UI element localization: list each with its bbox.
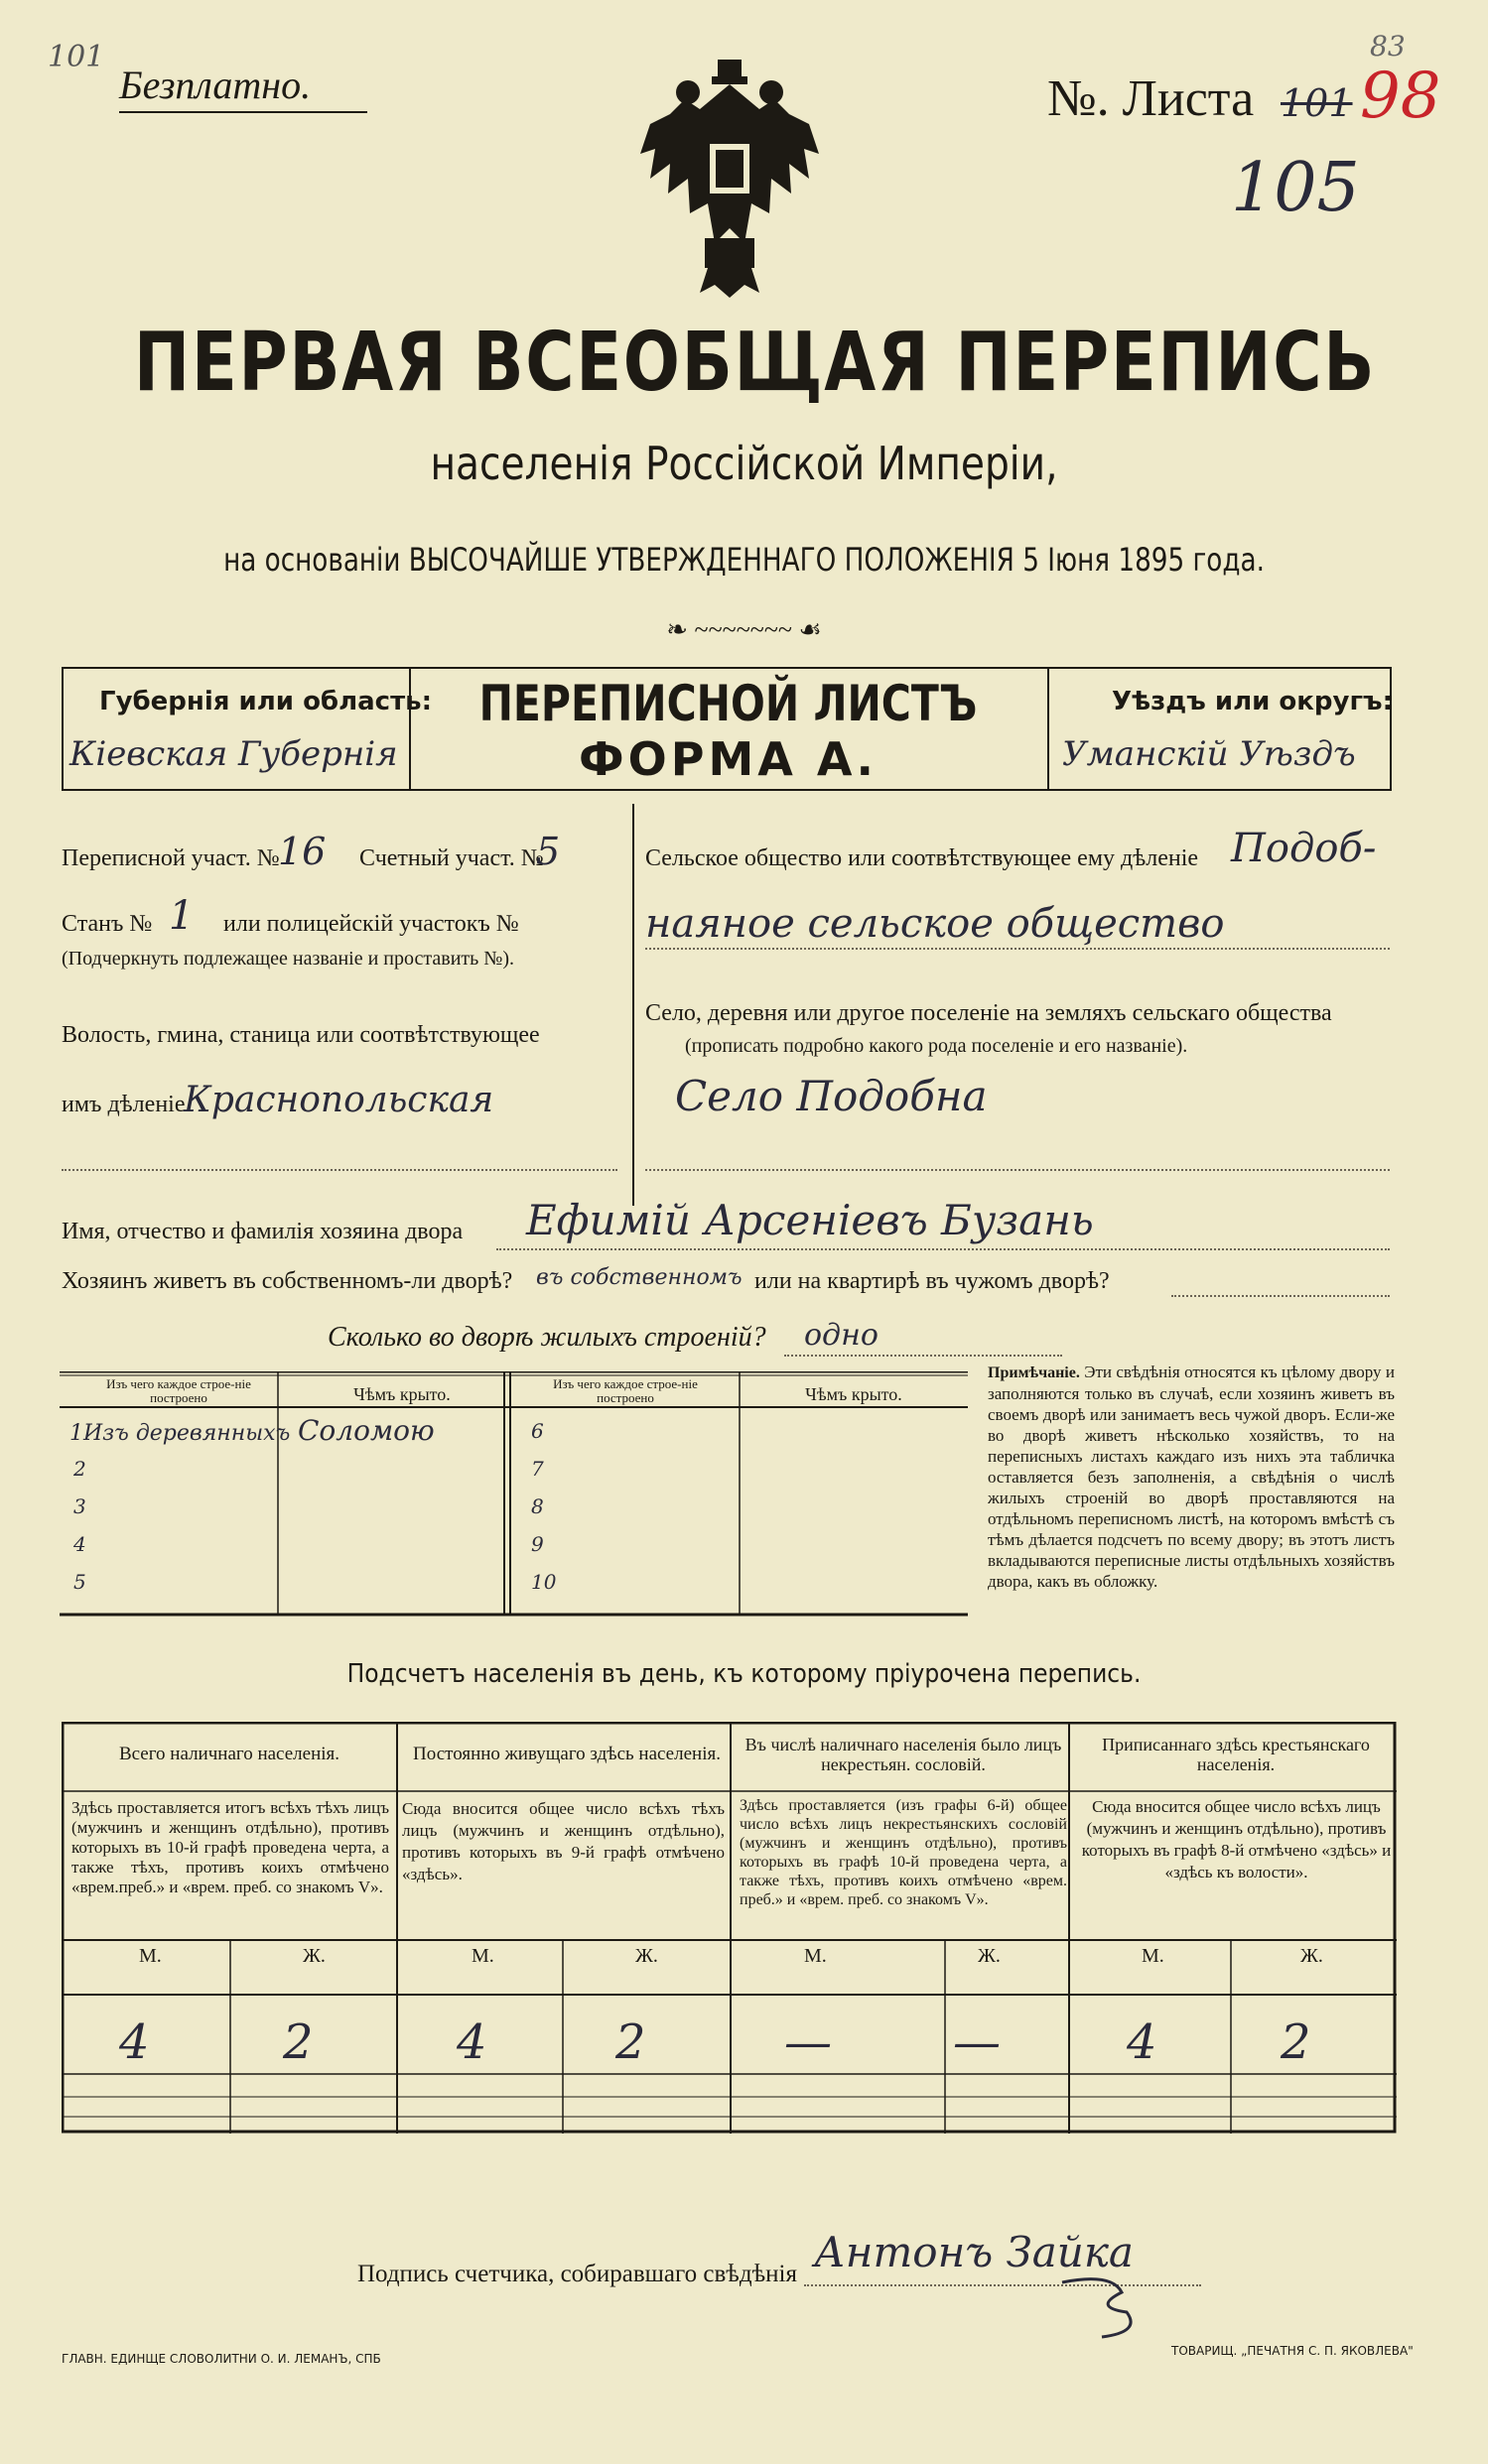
form-title: ПЕРЕПИСНОЙ ЛИСТЪ xyxy=(478,675,978,732)
count-col-desc: Здѣсь проставляется (изъ графы 6-й) общее число всѣхъ лицъ некрестьянскихъ сословій (мужчинъ и женщинъ отдѣльно), противъ которыхъ въ графѣ 10-й проведена черта, а также тѣхъ, противъ коихъ отмѣчено «врем. преб.» и «врем. преб. со знакомъ V». xyxy=(740,1797,1067,1908)
count-col-title: Всего наличнаго населенія. xyxy=(118,1744,340,1764)
ornament: ❧ ~~~~~~~ ☙ xyxy=(666,615,822,644)
building-row-num: 9 xyxy=(531,1532,544,1556)
subtitle-regulation: на основаніи ВЫСОЧАЙШЕ УТВЕРЖДЕННАГО ПОЛОЖЕНІЯ 5 Іюня 1895 года. xyxy=(223,541,1265,579)
sheet-number-crossed: 101 xyxy=(1281,81,1353,125)
building-row-num: 4 xyxy=(73,1532,86,1556)
count-heading: Подсчетъ населенія въ день, къ которому пріурочена перепись. xyxy=(346,1659,1142,1689)
main-title: ПЕРВАЯ ВСЕОБЩАЯ ПЕРЕПИСЬ xyxy=(133,316,1377,410)
count-f-label: Ж. xyxy=(303,1945,326,1967)
buildings-col-material-right: Изъ чего каждое строе-ніе построено xyxy=(553,1376,698,1405)
count-m-label: М. xyxy=(472,1945,494,1967)
stan-note: (Подчеркнуть подлежащее названіе и проставить №). xyxy=(62,948,514,970)
signature-label: Подпись счетчика, собиравшаго свѣдѣнія xyxy=(357,2261,797,2287)
schetny-label: Счетный участ. № xyxy=(359,845,544,871)
buildings-table xyxy=(60,1371,968,1620)
count-col-desc: Сюда вносится общее число всѣхъ тѣхъ лицъ (мужчинъ и женщинъ отдѣльно), противъ которыхъ въ 9-й графѣ отмѣчено «здѣсь». xyxy=(402,1799,725,1883)
count-col-title: Приписаннаго здѣсь крестьянскаго населенія. xyxy=(1102,1735,1370,1774)
volost-label: Волость, гмина, станица или соотвѣтствующее xyxy=(62,1022,540,1048)
volost-value: Краснопольская xyxy=(184,1080,494,1120)
owner-name-value: Ефимій Арсеніевъ Бузань xyxy=(526,1196,1094,1244)
obshchestvo-label: Сельское общество или соотвѣтствующее ему дѣленіе xyxy=(645,845,1199,871)
gubernia-value: Кіевская Губернія xyxy=(69,734,398,774)
buildings-col-roof-right: Чѣмъ крыто. xyxy=(805,1384,902,1404)
stan-value: 1 xyxy=(169,893,195,939)
selo-note: (прописать подробно какого рода поселеніе и его названіе). xyxy=(685,1035,1188,1057)
selo-label: Село, деревня или другое поселеніе на земляхъ сельскаго общества xyxy=(645,1000,1332,1026)
owner-lives-value: въ собственномъ xyxy=(536,1265,743,1290)
sheet-number-handwritten: 105 xyxy=(1231,149,1360,227)
buildings-col-material: Изъ чего каждое строе-ніе построено xyxy=(106,1376,251,1405)
perepisnoy-label: Переписной участ. № xyxy=(62,845,280,871)
schetny-value: 5 xyxy=(536,830,561,873)
count-col-desc: Сюда вносится общее число всѣхъ лицъ (мужчинъ и женщинъ отдѣльно), противъ которыхъ въ графѣ 8-й отмѣчено «здѣсь» и «здѣсь къ волости». xyxy=(1081,1797,1392,1881)
count-value-m: — xyxy=(784,2014,832,2070)
note-title: Примѣчаніе. xyxy=(988,1364,1080,1381)
owner-lives-label: Хозяинъ живетъ въ собственномъ-ли дворѣ? xyxy=(62,1268,513,1294)
obshchestvo-value-2: наяное сельское общество xyxy=(645,901,1225,947)
footer-left: ГЛАВН. ЕДИНЩЕ СЛОВОЛИТНИ О. И. ЛЕМАНЪ, СПБ xyxy=(62,2352,381,2366)
building-row-num: 7 xyxy=(531,1457,544,1481)
sheet-number-label: №. Листа xyxy=(1047,70,1255,127)
count-value-f: 2 xyxy=(283,2014,314,2070)
building-row-num: 2 xyxy=(73,1457,86,1481)
count-col-title: Постоянно живущаго здѣсь населенія. xyxy=(413,1744,721,1764)
uezd-value: Уманскій Уѣздъ xyxy=(1062,734,1356,774)
count-value-m: 4 xyxy=(457,2014,487,2070)
buildings-col-roof: Чѣмъ крыто. xyxy=(353,1384,451,1404)
building-row-num: 10 xyxy=(531,1570,557,1594)
building-row-num: 8 xyxy=(531,1494,544,1518)
volost-label-2: имъ дѣленіе xyxy=(62,1092,186,1117)
building-row-num: 3 xyxy=(73,1494,86,1518)
footer-right: ТОВАРИЩ. „ПЕЧАТНЯ С. П. ЯКОВЛЕВА" xyxy=(1171,2344,1414,2358)
stan-rest: или полицейскій участокъ № xyxy=(223,911,519,937)
building-row-num: 5 xyxy=(73,1570,86,1594)
buildings-value: одно xyxy=(804,1318,879,1353)
count-value-f: 2 xyxy=(615,2014,646,2070)
signature-value: Антонъ Зайка xyxy=(814,2228,1134,2276)
corner-pencil-left: 101 xyxy=(48,40,105,74)
count-value-f: 2 xyxy=(1281,2014,1311,2070)
owner-lives-rest: или на квартирѣ въ чужомъ дворѣ? xyxy=(754,1268,1110,1294)
imperial-eagle-emblem xyxy=(630,55,829,303)
count-value-m: 4 xyxy=(119,2014,150,2070)
count-table-grid xyxy=(62,1722,1397,2134)
count-f-label: Ж. xyxy=(1300,1945,1323,1967)
note-block xyxy=(988,1362,1395,1592)
owner-name-label: Имя, отчество и фамилія хозяина двора xyxy=(62,1219,464,1244)
buildings-label: Сколько во дворѣ жилыхъ строеній? xyxy=(328,1322,766,1353)
count-f-label: Ж. xyxy=(978,1945,1001,1967)
stan-label: Станъ № xyxy=(62,911,153,937)
subtitle: населенія Россійской Имперіи, xyxy=(430,437,1058,490)
sheet-number-red: 98 xyxy=(1360,60,1441,133)
count-m-label: М. xyxy=(1142,1945,1164,1967)
count-m-label: М. xyxy=(139,1945,162,1967)
count-col-desc: Здѣсь проставляется итогъ всѣхъ тѣхъ лицъ (мужчинъ и женщинъ отдѣльно), противъ которыхъ въ 10-й графѣ проведена черта, а также тѣхъ, противъ коихъ отмѣчено «врем.преб.» и «врем. преб. со знакомъ V». xyxy=(71,1798,389,1896)
free-label: Безплатно. xyxy=(119,63,312,107)
count-col-title: Въ числѣ наличнаго населенія было лицъ некрестьян. сословій. xyxy=(744,1735,1062,1774)
uezd-label: Уѣздъ или округъ: xyxy=(1112,687,1393,716)
count-value-m: 4 xyxy=(1127,2014,1157,2070)
building-row-material: Изъ деревянныхъ xyxy=(83,1421,291,1446)
building-row-num: 6 xyxy=(531,1419,544,1443)
obshchestvo-value-1: Подоб- xyxy=(1231,826,1377,871)
building-row-roof: Соломою xyxy=(298,1414,435,1447)
perepisnoy-value: 16 xyxy=(278,830,327,873)
note-text: Эти свѣдѣнія относятся къ цѣлому двору и заполняются только въ случаѣ, если хозяинъ живетъ въ своемъ дворѣ или занимаетъ весь чужой дворъ. Если-же во дворѣ живетъ нѣсколько хозяйствъ, то на переписныхъ листахъ каждаго изъ нихъ эта табличка оставляется безъ заполненія, а свѣдѣнія о числѣ жилыхъ строеній во дворѣ проставляются на отдѣльномъ переписномъ листѣ, на которомъ вмѣстѣ съ тѣмъ дѣлается подсчетъ по всему двору; въ этотъ листъ вкладываются переписные листы отдѣльныхъ хозяйствъ двора, какъ въ обложку. xyxy=(988,1362,1395,1591)
form-type: ФОРМА А. xyxy=(579,732,878,786)
count-f-label: Ж. xyxy=(635,1945,658,1967)
count-m-label: М. xyxy=(804,1945,827,1967)
count-value-f: — xyxy=(953,2014,1001,2070)
gubernia-label: Губернія или область: xyxy=(99,687,432,716)
corner-pencil-right: 83 xyxy=(1370,30,1406,63)
selo-value: Село Подобна xyxy=(675,1072,988,1120)
building-row-num: 1 xyxy=(69,1421,83,1446)
signature-flourish xyxy=(1052,2272,1171,2342)
